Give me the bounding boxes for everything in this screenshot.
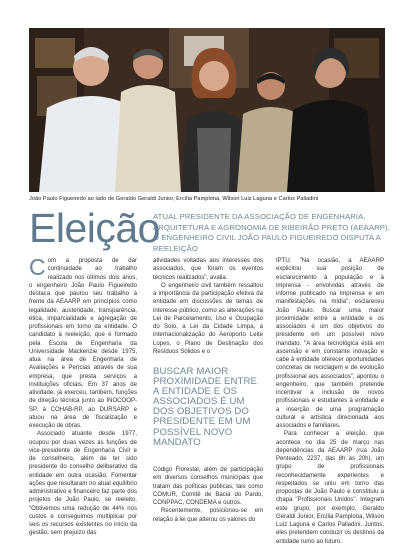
paragraph: O engenheiro civil também ressaltou a importância da participação efetiva da entidade em discussões de temas de interesse público, como as alterações na Lei de Parcelamento, Uso e Ocupação do Solo, a Lei da Cidade Limpa, a internacionalização do Aeroporto Leite Lopes, o Plano de Destinação dos Resíduos Sólidos e o (153, 282, 263, 355)
article-column-3 (276, 257, 384, 546)
article-column-2-continued (153, 466, 263, 524)
paragraph: Código Florestal, além de participação em diversos conselhos municipais que tratam das políticas públicas, tais como COMUR, Comitê de Bacia do Pardo, CONPPAC, CONDEMA e outros. (153, 467, 263, 506)
paragraph: Para conhecer a eleição, que acontece no dia 25 de março nas dependências da AEAARP (rua João Penteado, 2237, das 8h às 20h), um grupo de profissionais reconhecidamente experientes e respeitados se uniu em torno das propostas de João Paulo e constituiu a chapa "Profissionais Unidos". Integram este grupo, por exemplo, Geraldo Geraldi Junior, Ercília Pamplona, Wilson Luiz Laguna e Carlos Palladini. Juntos, eles pretendem conduzir os destinos da entidade rumo ao futuro. (276, 431, 384, 545)
article-column-1 (29, 254, 137, 538)
paragraph: atividades voltadas aos interesses dos associados, que foram os eventos técnicos realizados", avalia. (153, 258, 263, 281)
pull-quote: BUSCAR MAIOR PROXIMIDADE ENTRE A ENTIDADE E OS ASSOCIADOS É UM DOS OBJETIVOS DO PRESIDENTE EM UM POSSÍVEL NOVO MANDATO (153, 366, 258, 448)
article-title: Eleição (29, 205, 160, 251)
photo-caption: João Paulo Figueiredo ao lado de Geraldo Geraldi Junior, Ercília Pamplona, Wilson Luiz Laguna e Carlos Palladini (29, 196, 319, 202)
paragraph: Associado atuante desde 1977, ocupou por duas vezes as funções de vice-presidente de Engenharia Civil e de conselheiro, além de ter sido presidente do conselho deliberativo da entidade em outra ocasião. Fomentar ações que resultaram no atual equilíbrio administrativo e financeiro faz parte dos projetos de João Paulo, se reeleito. "Obtivemos uma redução de 44% nos custos e conseguimos multiplicar por seis os recursos existentes no início da gestão, sem prejuízo das (29, 431, 137, 537)
paragraph: IPTU. "Na ocasião, a AEAARP explicitou sua posição de esclarecimento à população e à imprensa - envolvidas através de informe publicado na imprensa e em manifestações na mídia", esclareceu João Paulo. Buscar uma maior proximidade entre a entidade e os associados é um dos objetivos do presidente em um possível novo mandato. "A área tecnológica está em ascensão e em constante inovação e cabe à entidade oferecer oportunidades concretas de reciclagem e de evolução profissional aos associados", apontou o engenheiro, que também pretende incentivar a inclusão de novos profissionais e estudantes à entidade e a inserção de uma programação cultural e artística direcionada aos associados e familiares. (276, 258, 384, 429)
paragraph: Recentemente, posicionou-se em relação à lei que alterou os valores do (153, 508, 263, 523)
article-subtitle: ATUAL PRESIDENTE DA ASSOCIAÇÃO DE ENGENHARIA, ARQUITETURA E AGRONOMIA DE RIBEIRÃO PRETO (AEAARP), O ENGENHEIRO CIVIL JOÃO PAULO FIGUEIREDO DISPUTA A REELEIÇÃO (153, 212, 390, 253)
article-column-2 (153, 257, 263, 356)
group-photo (29, 28, 385, 192)
drop-cap: C (29, 254, 46, 280)
paragraph: om a proposta de dar continuidade ao trabalho realizado nos últimos dois anos, o engenheiro João Paulo Figueiredo destaca que pautou seu trabalho à frente da AEAARP em princípios como legalidade, austeridade, transparência, ética, imparcialidade e agregação de profissionais em torno da entidade. O candidato à reeleição, que é formado pela Escola de Engenharia da Universidade Mackenzie desde 1975, atua na área de Engenharia de Avaliações e Perícias através de sua empresa, que presta serviços a instituições oficiais. Em 37 anos de atividade, já exerceu, também, funções de direção técnica junto ao INOCOOP-SP, à COHAB-RP, ao DURSARP e atuou na área de fiscalização e execução de obras. (29, 258, 137, 429)
group-photo-illustration (29, 28, 385, 192)
